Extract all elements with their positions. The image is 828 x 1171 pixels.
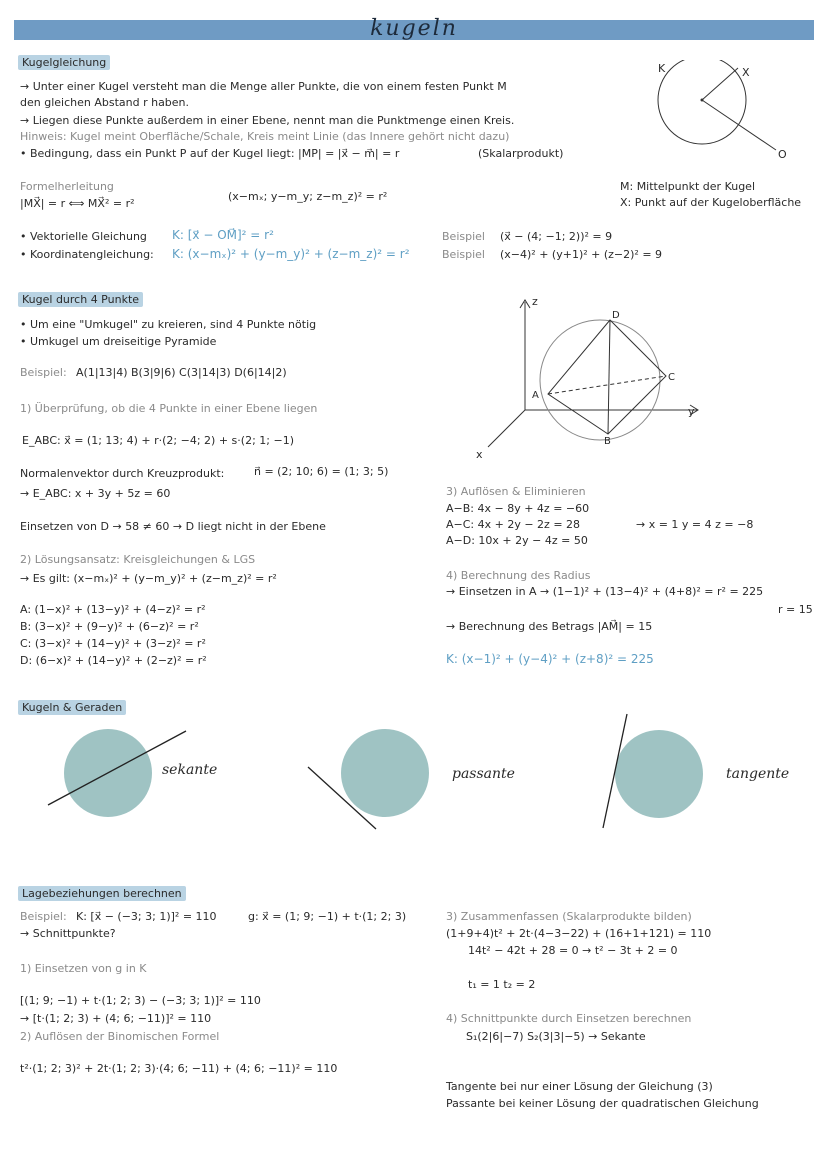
text-def-2: den gleichen Abstand r haben. — [20, 96, 190, 109]
point-label-b: B — [604, 436, 611, 447]
fig-label-x: X — [742, 66, 750, 79]
heading-kugel-4-punkte: Kugel durch 4 Punkte — [18, 292, 143, 307]
fig-label-o: O — [778, 148, 787, 161]
normal-label: Normalenvektor durch Kreuzprodukt: — [20, 467, 225, 480]
label-sekante: sekante — [162, 762, 218, 778]
step-4-4-label: 4) Schnittpunkte durch Einsetzen berechnen — [446, 1012, 692, 1025]
label-formelherleitung: Formelherleitung — [20, 180, 114, 193]
passante-figure — [300, 725, 450, 835]
label-beispiel-1: Beispiel — [442, 230, 485, 243]
combined-equation-2: 14t² − 42t + 28 = 0 → t² − 3t + 2 = 0 — [468, 944, 678, 957]
axis-label-y: y — [688, 405, 695, 418]
circle-figure — [640, 60, 790, 160]
label-beispiel-2: Beispiel — [442, 248, 485, 261]
t-solutions: t₁ = 1 t₂ = 2 — [468, 978, 536, 991]
title-band — [14, 16, 814, 41]
text-condition-note: (Skalarprodukt) — [478, 147, 564, 160]
formula-derivation: |MX⃗| = r ⟺ MX⃗² = r² — [20, 197, 135, 210]
example-vector: (x⃗ − (4; −1; 2))² = 9 — [500, 230, 613, 243]
label-vektorielle-gleichung: • Vektorielle Gleichung — [20, 230, 147, 243]
text-def-3: → Liegen diese Punkte außerdem in einer Ebene, nennt man die Punktmenge einen Kreis. — [20, 114, 515, 127]
combined-equation-1: (1+9+4)t² + 2t·(4−3−22) + (16+1+121) = 110 — [446, 927, 712, 940]
equation-c: C: (3−x)² + (14−y)² + (3−z)² = r² — [20, 637, 206, 650]
formula-coordinate: K: (x−mₓ)² + (y−m_y)² + (z−m_z)² = r² — [172, 247, 410, 261]
tangente-figure — [595, 712, 715, 832]
passante-circle — [341, 729, 429, 817]
step-4-3-label: 3) Zusammenfassen (Skalarprodukte bilden) — [446, 910, 692, 923]
legend-x: X: Punkt auf der Kugeloberfläche — [620, 196, 802, 209]
step-3-label: 3) Auflösen & Eliminieren — [446, 485, 586, 498]
radius-value: r = 15 — [778, 603, 813, 616]
equation-general: → Es gilt: (x−mₓ)² + (y−m_y)² + (z−m_z)² = r² — [20, 572, 277, 585]
tangente-circle — [615, 730, 703, 818]
intersection-points: S₁(2|6|−7) S₂(3|3|−5) → Sekante — [466, 1030, 646, 1043]
text-bullet-pyramide: • Umkugel um dreiseitige Pyramide — [20, 335, 217, 348]
point-label-d: D — [612, 310, 620, 321]
note-tangente: Tangente bei nur einer Lösung der Gleichung (3) — [446, 1080, 713, 1093]
heading-lagebeziehungen: Lagebeziehungen berechnen — [18, 886, 186, 901]
heading-kugeln-geraden: Kugeln & Geraden — [18, 700, 126, 715]
equation-d: D: (6−x)² + (14−y)² + (2−z)² = r² — [20, 654, 207, 667]
note-passante: Passante bei keiner Lösung der quadratischen Gleichung — [446, 1097, 759, 1110]
step-4-label: 4) Berechnung des Radius — [446, 569, 591, 582]
step-2-label: 2) Lösungsansatz: Kreisgleichungen & LGS — [20, 553, 256, 566]
binomial-equation: t²·(1; 2; 3)² + 2t·(1; 2; 3)·(4; 6; −11) + (4; 6; −11)² = 110 — [20, 1062, 338, 1075]
equation-a-b: A−B: 4x − 8y + 4z = −60 — [446, 502, 590, 515]
question-schnittpunkte: → Schnittpunkte? — [20, 927, 116, 940]
label-beispiel-4: Beispiel: — [20, 910, 67, 923]
page-title: kugeln — [370, 16, 458, 41]
fig-label-k: K — [658, 62, 666, 75]
label-passante: passante — [452, 766, 515, 782]
equation-b: B: (3−x)² + (9−y)² + (6−z)² = r² — [20, 620, 199, 633]
coordinate-plane: → E_ABC: x + 3y + 5z = 60 — [20, 487, 171, 500]
step-4-1-label: 1) Einsetzen von g in K — [20, 962, 147, 975]
text-def-1: → Unter einer Kugel versteht man die Menge aller Punkte, die von einem festen Punkt M — [20, 80, 507, 93]
equation-a-d: A−D: 10x + 2y − 4z = 50 — [446, 534, 588, 547]
step-1-label: 1) Überprüfung, ob die 4 Punkte in einer Ebene liegen — [20, 402, 318, 415]
axis-label-x: x — [476, 448, 483, 461]
equation-a-c: A−C: 4x + 2y − 2z = 28 — [446, 518, 581, 531]
sekante-figure — [40, 725, 200, 835]
equation-a: A: (1−x)² + (13−y)² + (4−z)² = r² — [20, 603, 206, 616]
label-tangente: tangente — [726, 766, 790, 782]
insert-equation-2: → [t·(1; 2; 3) + (4; 6; −11)]² = 110 — [20, 1012, 212, 1025]
point-label-c: C — [668, 372, 675, 383]
example-points: A(1|13|4) B(3|9|6) C(3|14|3) D(6|14|2) — [76, 366, 287, 379]
heading-kugelgleichung: Kugelgleichung — [18, 55, 110, 70]
plane-equation: E_ABC: x⃗ = (1; 13; 4) + r·(2; −4; 2) + s·(2; 1; −1) — [22, 434, 294, 447]
betrag-equation: → Berechnung des Betrags |AM⃗| = 15 — [446, 620, 653, 633]
line-example: g: x⃗ = (1; 9; −1) + t·(1; 2; 3) — [248, 910, 407, 923]
sphere-result: K: (x−1)² + (y−4)² + (z+8)² = 225 — [446, 652, 654, 666]
text-bullet-umkugel: • Um eine "Umkugel" zu kreieren, sind 4 Punkte nötig — [20, 318, 317, 331]
text-hint: Hinweis: Kugel meint Oberfläche/Schale, Kreis meint Linie (das Innere gehört nicht dazu) — [20, 130, 510, 143]
insert-equation-1: [(1; 9; −1) + t·(1; 2; 3) − (−3; 3; 1)]² = 110 — [20, 994, 261, 1007]
text-condition: • Bedingung, dass ein Punkt P auf der Kugel liegt: |MP| = |x⃗ − m⃗| = r — [20, 147, 400, 160]
label-beispiel-3: Beispiel: — [20, 366, 67, 379]
legend-m: M: Mittelpunkt der Kugel — [620, 180, 756, 193]
formula-derivation-2: (x−mₓ; y−m_y; z−m_z)² = r² — [228, 190, 388, 203]
step-4-2-label: 2) Auflösen der Binomischen Formel — [20, 1030, 220, 1043]
example-coordinate: (x−4)² + (y+1)² + (z−2)² = 9 — [500, 248, 663, 261]
radius-equation: → Einsetzen in A → (1−1)² + (13−4)² + (4+8)² = r² = 225 — [446, 585, 764, 598]
normal-equation: n⃗ = (2; 10; 6) = (1; 3; 5) — [254, 465, 389, 478]
sphere-example: K: [x⃗ − (−3; 3; 1)]² = 110 — [76, 910, 217, 923]
text-insert-d: Einsetzen von D → 58 ≠ 60 → D liegt nicht in der Ebene — [20, 520, 326, 533]
axis-label-z: z — [532, 295, 538, 308]
formula-vector: K: [x⃗ − OM⃗]² = r² — [172, 228, 274, 242]
label-koordinatengleichung: • Koordinatengleichung: — [20, 248, 154, 261]
point-label-a: A — [532, 390, 539, 401]
solution-xyz: → x = 1 y = 4 z = −8 — [636, 518, 754, 531]
